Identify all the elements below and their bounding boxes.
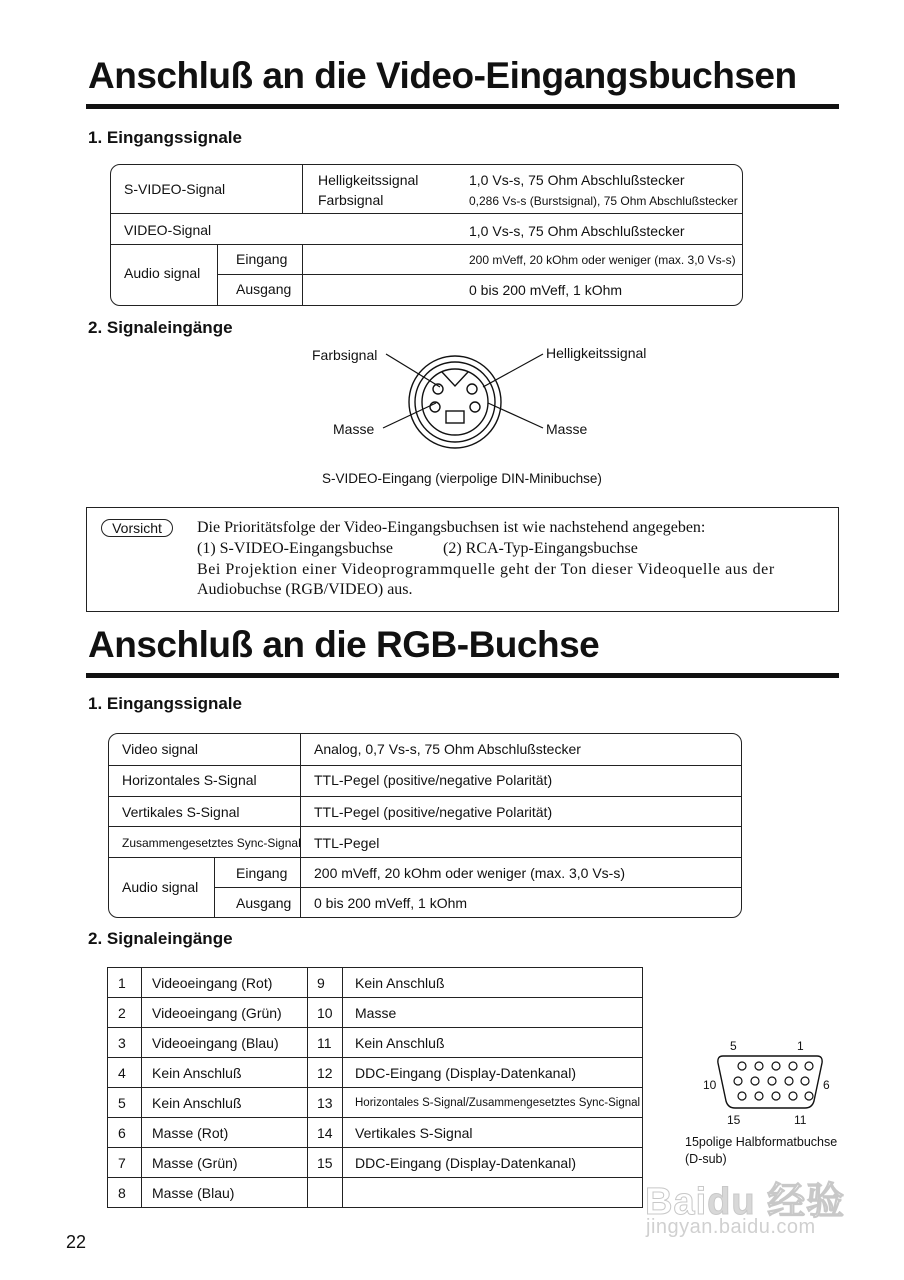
dsub-caption: (D-sub) xyxy=(685,1152,727,1166)
diagram-caption: S-VIDEO-Eingang (vierpolige DIN-Minibuchse) xyxy=(322,471,602,486)
caution-line-1: Die Prioritätsfolge der Video-Eingangsbuchsen ist wie nachstehend angegeben: xyxy=(197,519,706,536)
pin-description: Masse (Rot) xyxy=(142,1118,308,1148)
dsub-pin-label: 15 xyxy=(727,1113,741,1127)
pin-description: Kein Anschluß xyxy=(343,968,643,998)
pin-description xyxy=(343,1178,643,1208)
table-row xyxy=(108,968,643,998)
audio-in-value: 200 mVeff, 20 kOhm oder weniger (max. 3,0 Vs-s) xyxy=(314,865,625,881)
dsub-pin-label: 6 xyxy=(823,1078,830,1092)
dsub-pin-label: 1 xyxy=(797,1039,804,1053)
pin-number: 1 xyxy=(108,968,142,998)
title-rule xyxy=(86,104,839,109)
audio-out-label: Ausgang xyxy=(236,895,292,911)
pin-description: Kein Anschluß xyxy=(343,1028,643,1058)
pin-description: Masse (Blau) xyxy=(142,1178,308,1208)
pin-description: Masse (Grün) xyxy=(142,1148,308,1178)
pin-number: 2 xyxy=(108,998,142,1028)
audio-out-label: Ausgang xyxy=(236,281,292,297)
caution-line-2a: (1) S-VIDEO-Eingangsbuchse xyxy=(197,540,393,557)
caution-line-2b: (2) RCA-Typ-Eingangsbuchse xyxy=(443,540,638,557)
audio-in-value: 200 mVeff, 20 kOhm oder weniger (max. 3,0 Vs-s) xyxy=(469,253,736,267)
pin-description: Masse xyxy=(343,998,643,1028)
video-label: VIDEO-Signal xyxy=(124,222,212,238)
pin-description: Horizontales S-Signal/Zusammengesetztes Sync-Signal xyxy=(343,1088,643,1118)
pin-description: DDC-Eingang (Display-Datenkanal) xyxy=(343,1148,643,1178)
subheading-signal-inputs: 2. Signaleingänge xyxy=(88,929,233,948)
rgb-row-label: Video signal xyxy=(122,741,199,757)
title-rule xyxy=(86,673,839,678)
pin-number: 14 xyxy=(308,1118,343,1148)
svideo-label: S-VIDEO-Signal xyxy=(124,181,226,197)
diagram-label-ground-left: Masse xyxy=(333,421,375,437)
diagram-label-chroma: Farbsignal xyxy=(312,347,378,363)
table-row xyxy=(108,1028,643,1058)
subheading-signal-inputs: 2. Signaleingänge xyxy=(88,318,233,337)
pin-number xyxy=(308,1178,343,1208)
dsub-pin-label: 11 xyxy=(794,1113,807,1127)
diagram-label-ground-right: Masse xyxy=(546,421,588,437)
pin-number: 9 xyxy=(308,968,343,998)
rgb-row-label: Horizontales S-Signal xyxy=(122,772,257,788)
subheading-input-signals: 1. Eingangssignale xyxy=(88,128,242,147)
pin-number: 6 xyxy=(108,1118,142,1148)
caution-badge: Vorsicht xyxy=(101,519,173,537)
watermark-url: jingyan.baidu.com xyxy=(646,1216,816,1238)
rgb-row-value: Analog, 0,7 Vs-s, 75 Ohm Abschlußstecker xyxy=(314,741,581,757)
table-row xyxy=(108,1058,643,1088)
caution-line-4: Audiobuchse (RGB/VIDEO) aus. xyxy=(197,581,413,598)
table-row xyxy=(108,1088,643,1118)
section-title-rgb: Anschluß an die RGB-Buchse xyxy=(88,624,600,665)
table-row xyxy=(108,1178,643,1208)
table-row xyxy=(108,1148,643,1178)
pin-number: 3 xyxy=(108,1028,142,1058)
pin-number: 15 xyxy=(308,1148,343,1178)
subheading-input-signals: 1. Eingangssignale xyxy=(88,694,242,713)
pin-description: Videoeingang (Grün) xyxy=(142,998,308,1028)
pin-description: DDC-Eingang (Display-Datenkanal) xyxy=(343,1058,643,1088)
chroma-label: Farbsignal xyxy=(318,192,384,208)
pin-assignment-table xyxy=(107,967,643,1208)
pin-number: 5 xyxy=(108,1088,142,1118)
pin-number: 8 xyxy=(108,1178,142,1208)
pin-description: Kein Anschluß xyxy=(142,1058,308,1088)
audio-label: Audio signal xyxy=(124,265,201,281)
watermark-logo: Baidu 经验 xyxy=(645,1181,846,1223)
audio-label: Audio signal xyxy=(122,879,199,895)
audio-in-label: Eingang xyxy=(236,865,288,881)
table-row xyxy=(108,1118,643,1148)
table-row xyxy=(108,998,643,1028)
rgb-row-value: TTL-Pegel (positive/negative Polarität) xyxy=(314,772,553,788)
rgb-row-label: Vertikales S-Signal xyxy=(122,804,240,820)
video-value: 1,0 Vs-s, 75 Ohm Abschlußstecker xyxy=(469,223,685,239)
rgb-row-value: TTL-Pegel xyxy=(314,835,380,851)
pin-description: Vertikales S-Signal xyxy=(343,1118,643,1148)
rgb-row-label: Zusammengesetztes Sync-Signal xyxy=(122,836,301,850)
pin-description: Videoeingang (Blau) xyxy=(142,1028,308,1058)
pin-number: 13 xyxy=(308,1088,343,1118)
audio-out-value: 0 bis 200 mVeff, 1 kOhm xyxy=(469,282,623,298)
luminance-value: 1,0 Vs-s, 75 Ohm Abschlußstecker xyxy=(469,172,685,188)
dsub-caption: 15polige Halbformatbuchse xyxy=(685,1135,838,1149)
rgb-row-value: TTL-Pegel (positive/negative Polarität) xyxy=(314,804,553,820)
pin-number: 4 xyxy=(108,1058,142,1088)
dsub-pin-label: 10 xyxy=(703,1078,717,1092)
audio-in-label: Eingang xyxy=(236,251,288,267)
chroma-value: 0,286 Vs-s (Burstsignal), 75 Ohm Abschlußstecker xyxy=(469,194,738,208)
pin-number: 11 xyxy=(308,1028,343,1058)
dsub-pin-label: 5 xyxy=(730,1039,737,1053)
pin-number: 7 xyxy=(108,1148,142,1178)
pin-description: Videoeingang (Rot) xyxy=(142,968,308,998)
section-title-video: Anschluß an die Video-Eingangsbuchsen xyxy=(88,55,797,96)
caution-line-3: Bei Projektion einer Videoprogrammquelle geht der Ton dieser Videoquelle aus der xyxy=(197,561,775,578)
pin-description: Kein Anschluß xyxy=(142,1088,308,1118)
page-number: 22 xyxy=(66,1232,87,1252)
audio-out-value: 0 bis 200 mVeff, 1 kOhm xyxy=(314,895,468,911)
pin-number: 12 xyxy=(308,1058,343,1088)
dsub-connector-icon xyxy=(715,1053,825,1111)
diagram-label-luminance: Helligkeitssignal xyxy=(546,345,647,361)
luminance-label: Helligkeitssignal xyxy=(318,172,419,188)
pin-number: 10 xyxy=(308,998,343,1028)
